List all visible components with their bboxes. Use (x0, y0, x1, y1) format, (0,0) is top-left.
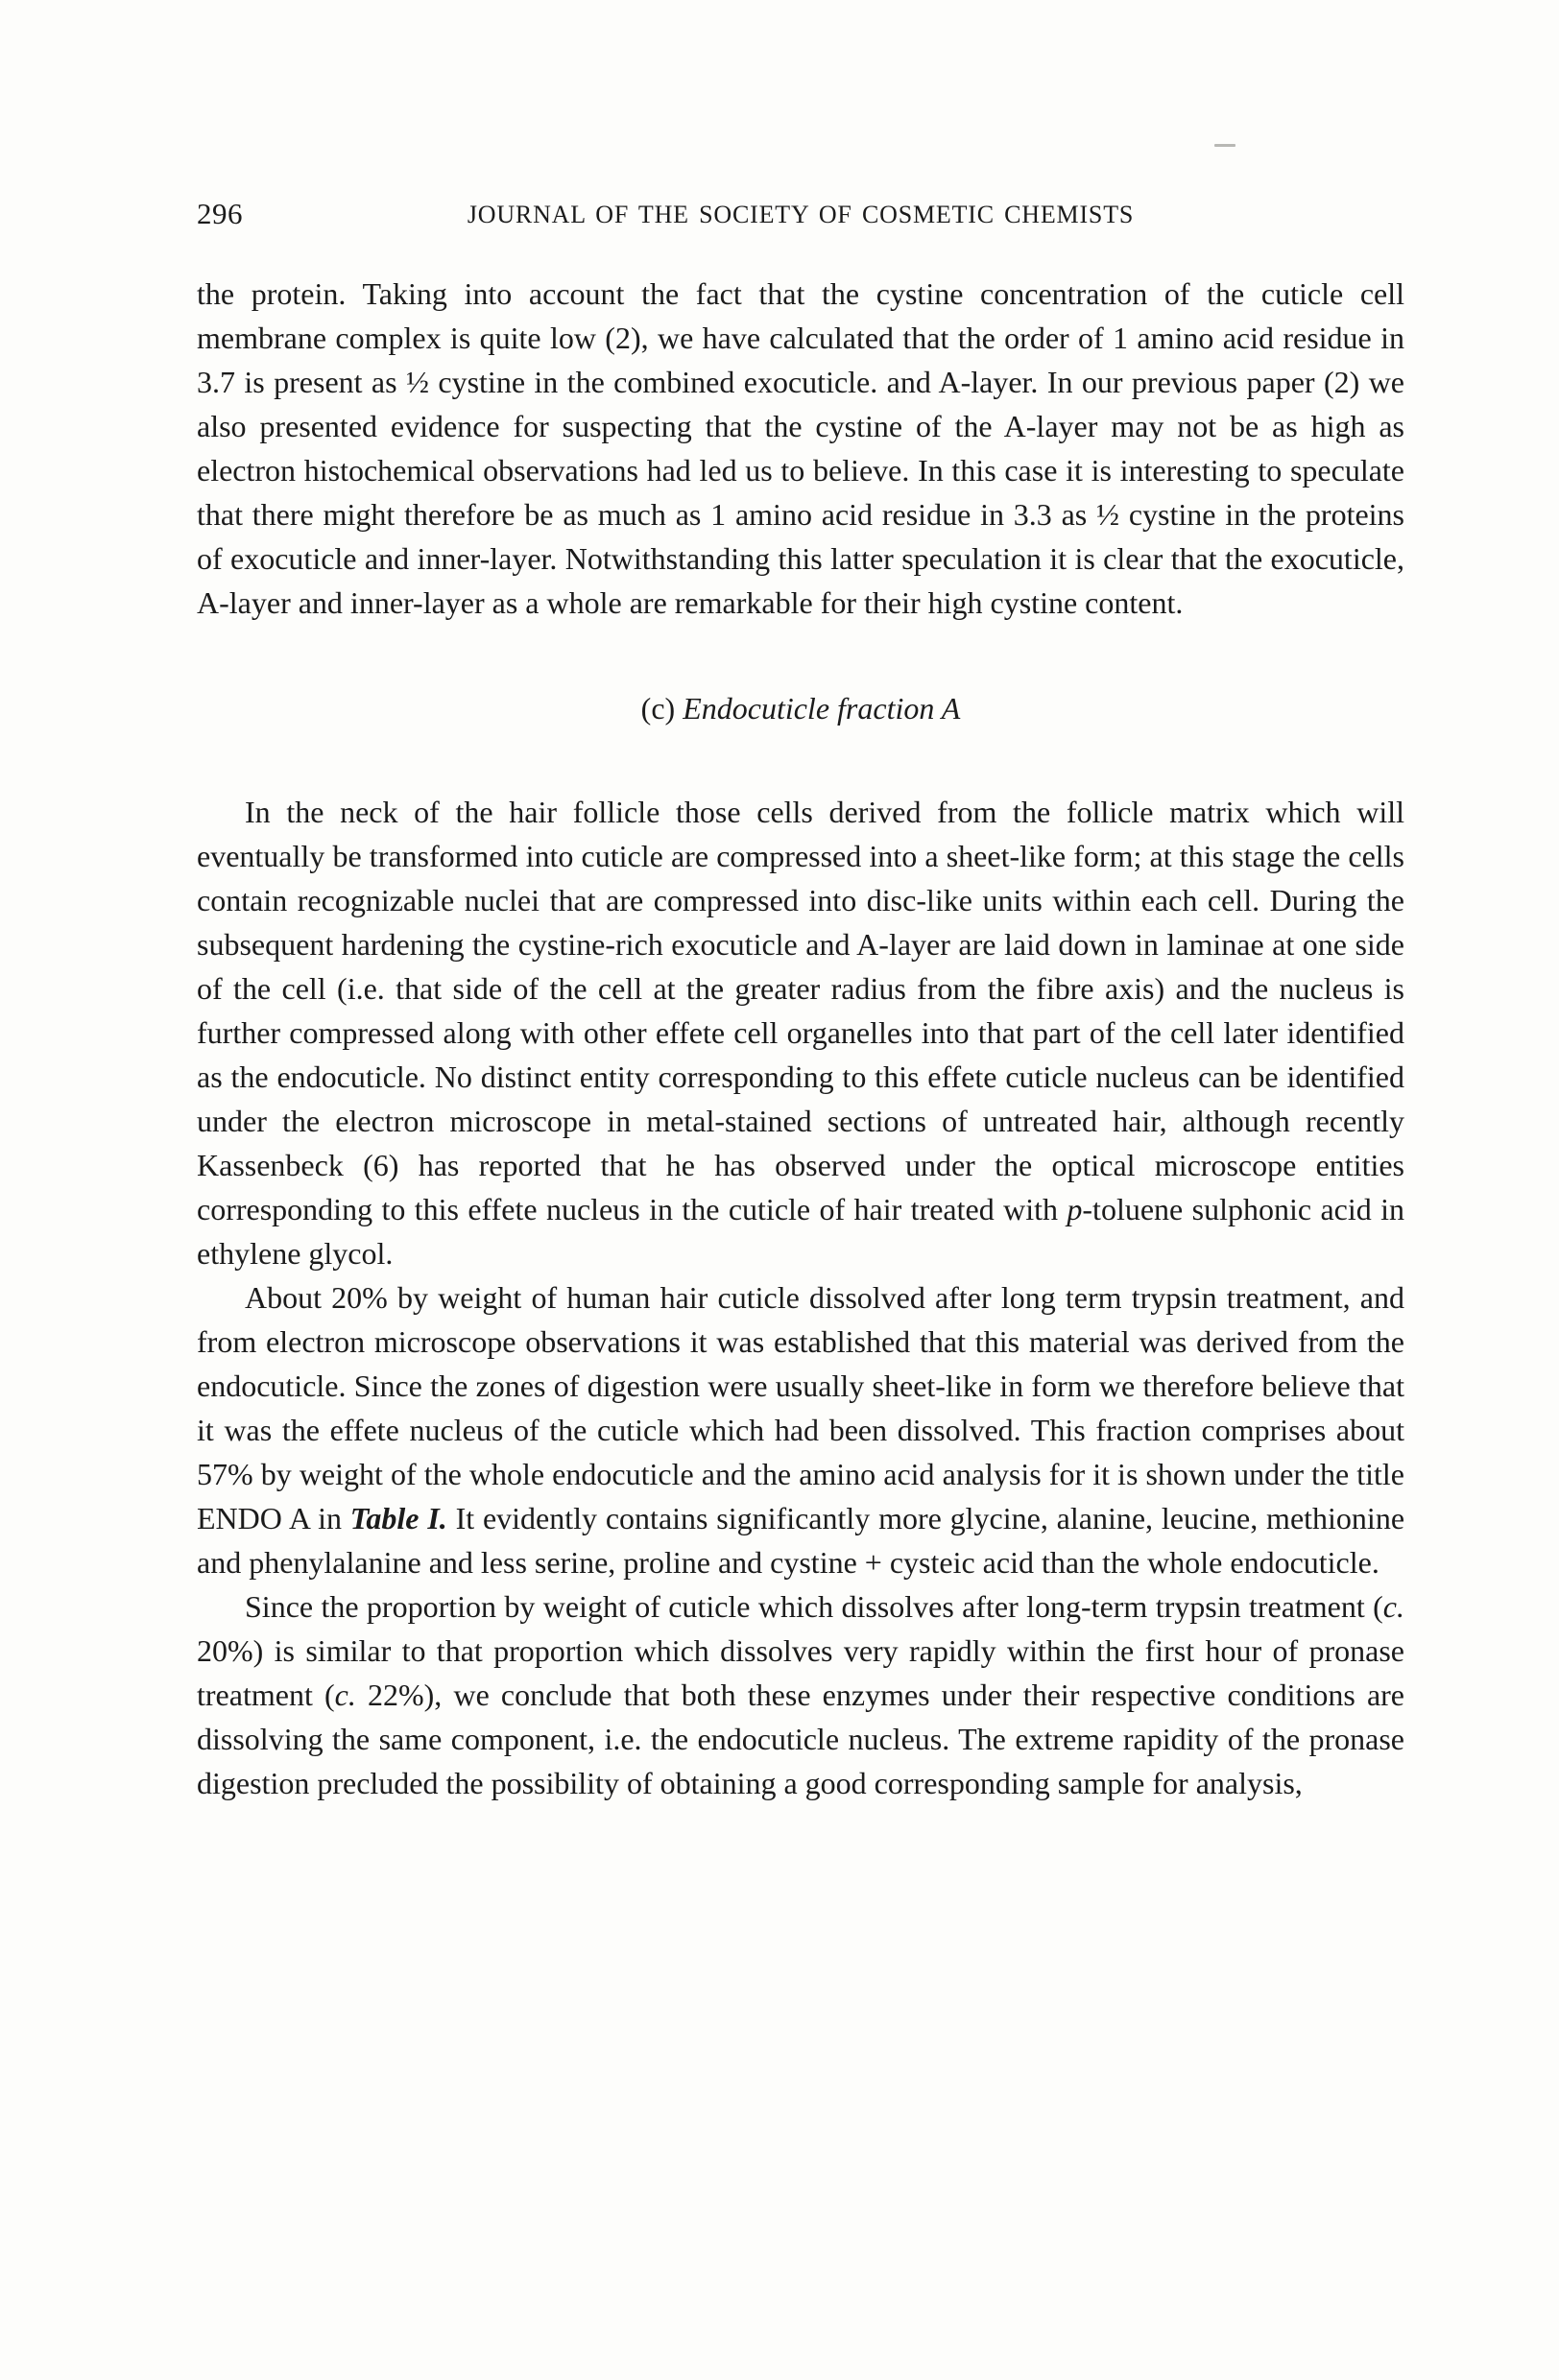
section-title: Endocuticle fraction A (683, 691, 961, 726)
article-body (197, 272, 1404, 1805)
paragraph-3-text-cont: It evidently contains significantly more glycine, alanine, leucine, methionine and phenylalanine and less serine, proline and cystine + cysteic acid than the whole endocuticle. (197, 1501, 1405, 1580)
paragraph-4-text: Since the proportion by weight of cuticle which dissolves after long-term trypsin treatment ( (245, 1589, 1383, 1624)
paragraph-4 (197, 1584, 1404, 1805)
section-label: (c) (640, 691, 676, 726)
section-heading (197, 686, 1404, 730)
paragraph-2 (197, 790, 1404, 1275)
paragraph-3-text: About 20% by weight of human hair cuticle dissolved after long term trypsin treatment, and from electron microscope observations it was established that this material was derived from the endocuticle. Since the zones of digestion were usually sheet-like in form we therefore believe that it was the effete nucleus of the cuticle which had been dissolved. This fraction comprises about 57% by weight of the whole endocuticle and the amino acid analysis for it is shown under the title ENDO A in (197, 1280, 1404, 1535)
paragraph-2-italic-p: p (1067, 1192, 1083, 1226)
paragraph-1 (197, 272, 1404, 625)
paragraph-4-circa-1: c. (1382, 1589, 1404, 1624)
paragraph-3 (197, 1275, 1404, 1584)
paragraph-4-circa-2: c. (334, 1678, 356, 1712)
journal-title: JOURNAL OF THE SOCIETY OF COSMETIC CHEMISTS (467, 201, 1135, 228)
paragraph-4-text-cont-1: 20%) is similar to that proportion which dissolves very rapidly within the first hour of pronase treatment ( (197, 1633, 1404, 1712)
paragraph-4-text-cont-2: 22%), we conclude that both these enzymes under their respective conditions are dissolving the same component, i.e. the endocuticle nucleus. The extreme rapidity of the pronase digestion precluded the possibility of obtaining a good corresponding sample for analysis, (197, 1678, 1405, 1800)
paragraph-3-table-ref: Table I. (349, 1501, 447, 1535)
running-head (197, 197, 1404, 235)
paragraph-2-text: In the neck of the hair follicle those cells derived from the follicle matrix which will eventually be transformed into cuticle are compressed into a sheet-like form; at this stage the cells contain recognizable nuclei that are compressed into disc-like units within each cell. During the subsequent hardening the cystine-rich exocuticle and A-layer are laid down in laminae at one side of the cell (i.e. that side of the cell at the greater radius from the fibre axis) and the nucleus is further compressed along with other effete cell organelles into that part of the cell later identified as the endocuticle. No distinct entity corresponding to this effete cuticle nucleus can be identified under the electron microscope in metal-stained sections of untreated hair, although recently Kassenbeck (6) has reported that he has observed under the optical microscope entities corresponding to this effete nucleus in the cuticle of hair treated with (197, 795, 1404, 1226)
page-number: 296 (197, 197, 243, 230)
paragraph-1-text: the protein. Taking into account the fact that the cystine concentration of the cuticle cell membrane complex is quite low (2), we have calculated that the order of 1 amino acid residue in 3.7 is present as ½ cystine in the combined exocuticle. and A-layer. In our previous paper (2) we also presented evidence for suspecting that the cystine of the A-layer may not be as high as electron histochemical observations had led us to believe. In this case it is interesting to speculate that there might therefore be as much as 1 amino acid residue in 3.3 as ½ cystine in the proteins of exocuticle and inner-layer. Notwithstanding this latter speculation it is clear that the exocuticle, A-layer and inner-layer as a whole are remarkable for their high cystine content. (197, 276, 1404, 620)
scan-artifact-dash (1214, 144, 1235, 147)
paragraph-2-text-cont: -toluene sulphonic acid in ethylene glycol. (197, 1192, 1405, 1271)
